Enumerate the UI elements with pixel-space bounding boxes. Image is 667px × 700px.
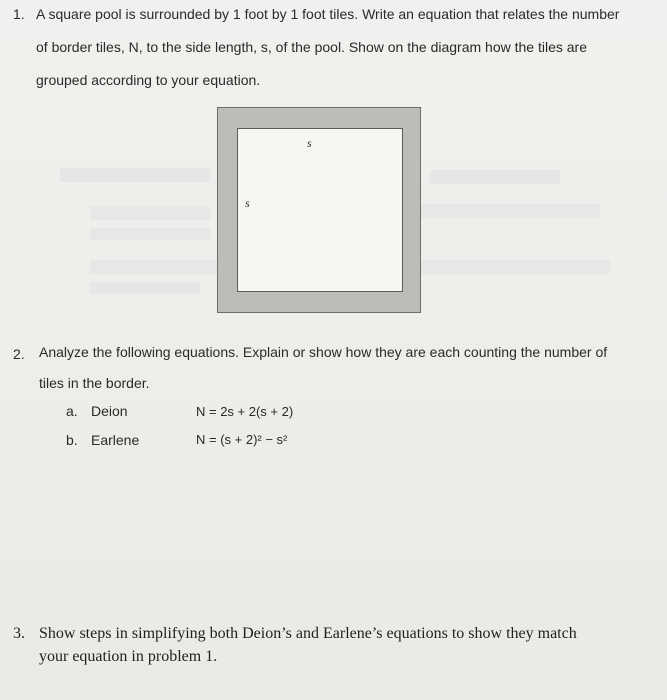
pool-square — [237, 128, 403, 292]
problem-1-line-3: grouped according to your equation. — [36, 72, 261, 88]
item-b-name: Earlene — [91, 432, 140, 448]
problem-3-line-1: Show steps in simplifying both Deion’s and Earlene’s equations to show they match — [39, 625, 577, 642]
problem-1-number: 1. — [13, 6, 25, 22]
problem-1-line-1: A square pool is surrounded by 1 foot by 1 foot tiles. Write an equation that relates the number — [36, 6, 620, 22]
bleed-smudge — [60, 168, 210, 182]
bleed-smudge — [90, 228, 210, 240]
bleed-smudge — [90, 282, 200, 294]
problem-2-line-2: tiles in the border. — [39, 375, 150, 391]
earlene-equation: N = (s + 2)² − s² — [196, 432, 288, 447]
bleed-smudge — [90, 260, 220, 274]
problem-2-number: 2. — [13, 346, 25, 362]
problem-3-line-2: your equation in problem 1. — [39, 648, 218, 665]
problem-1-text — [36, 0, 661, 95]
bleed-smudge — [430, 170, 560, 184]
problem-3-text — [39, 622, 659, 668]
top-side-label: s — [307, 136, 312, 150]
item-b-letter: b. — [66, 432, 78, 448]
item-a-name: Deion — [91, 403, 128, 419]
problem-2-line-1: Analyze the following equations. Explain or show how they are each counting the number of — [39, 344, 608, 360]
problem-3-number: 3. — [13, 625, 25, 642]
bleed-smudge — [90, 206, 210, 220]
problem-2-text — [39, 338, 659, 398]
deion-equation: N = 2s + 2(s + 2) — [196, 404, 294, 419]
left-side-label: s — [245, 196, 250, 210]
bleed-smudge — [420, 260, 610, 274]
bleed-smudge — [420, 204, 600, 218]
problem-1-line-2: of border tiles, N, to the side length, s, of the pool. Show on the diagram how the tiles are — [36, 39, 587, 55]
item-a-letter: a. — [66, 403, 78, 419]
